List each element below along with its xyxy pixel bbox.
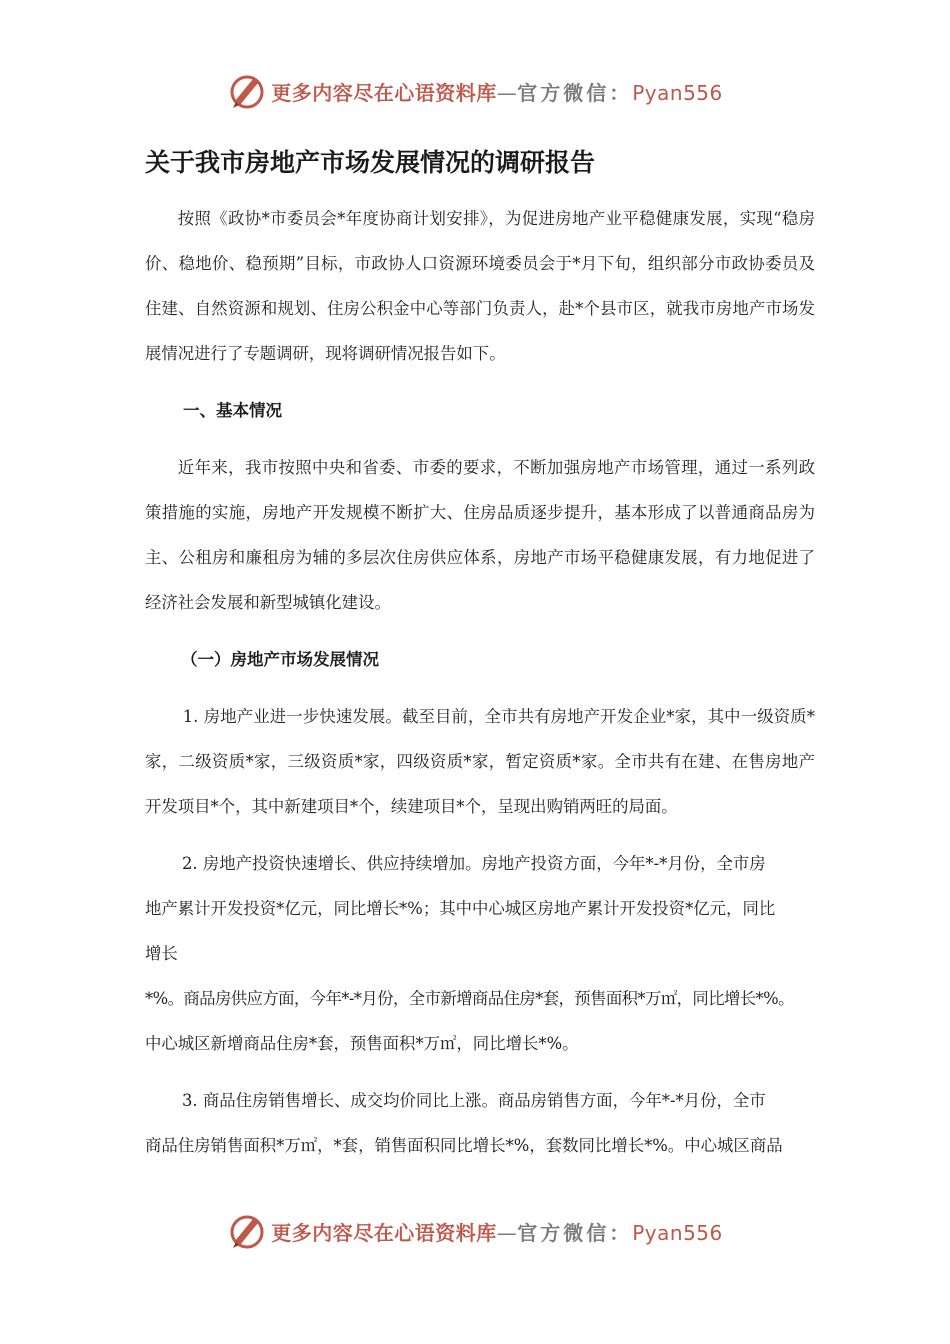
document-title: 关于我市房地产市场发展情况的调研报告 — [145, 148, 596, 177]
item-2-line: 增长 — [145, 944, 178, 963]
item-2-line: *%。商品房供应方面，今年*-*月份，全市新增商品住房*套，预售面积*万㎡，同比增长*%。 — [145, 989, 794, 1008]
item-1-paragraph: 1. 房地产业进一步快速发展。截至目前，全市共有房地产开发企业*家，其中一级资质*家，二级资质*家，三级资质*家，四级资质*家，暂定资质*家。全市共有在建、在售房地产开发项目*个，其中新建项目*个，续建项目*个，呈现出购销两旺的局面。 — [145, 707, 815, 816]
item-2-line: 中心城区新增商品住房*套，预售面积*万㎡，同比增长*%。 — [145, 1034, 579, 1053]
item-3-line: 商品住房销售面积*万㎡，*套，销售面积同比增长*%，套数同比增长*%。中心城区商品 — [145, 1136, 783, 1155]
pen-seal-logo-icon — [227, 71, 267, 111]
header-watermark — [0, 68, 950, 114]
watermark-cn: 更多内容尽在心语资料库 — [271, 80, 497, 105]
item-2-line: 地产累计开发投资*亿元，同比增长*%；其中中心城区房地产累计开发投资*亿元，同比 — [145, 899, 776, 918]
watermark-label: 官方微信： — [517, 80, 633, 105]
watermark-wechat-id: Pyan556 — [632, 1220, 723, 1245]
subsection-heading-market: （一）房地产市场发展情况 — [181, 650, 379, 669]
item-2-line: 2. 房地产投资快速增长、供应持续增加。房地产投资方面，今年*-*月份，全市房 — [182, 854, 766, 873]
watermark-label: 官方微信： — [517, 1220, 633, 1245]
section-heading-basic: 一、基本情况 — [183, 401, 282, 420]
watermark-text — [271, 1217, 723, 1246]
document-body — [145, 196, 815, 1180]
watermark-text — [271, 77, 723, 106]
item-3-line: 3. 商品住房销售增长、成交均价同比上涨。商品房销售方面，今年*-*月份，全市 — [182, 1091, 766, 1110]
section1-paragraph: 近年来，我市按照中央和省委、市委的要求，不断加强房地产市场管理，通过一系列政策措施的实施，房地产开发规模不断扩大、住房品质逐步提升，基本形成了以普通商品房为主、公租房和廉租房为辅的多层次住房供应体系，房地产市场平稳健康发展，有力地促进了经济社会发展和新型城镇化建设。 — [145, 458, 815, 612]
watermark-cn: 更多内容尽在心语资料库 — [271, 1220, 497, 1245]
watermark-wechat-id: Pyan556 — [632, 80, 723, 105]
item-3-paragraph — [145, 1078, 815, 1168]
footer-watermark — [0, 1208, 950, 1254]
intro-paragraph: 按照《政协*市委员会*年度协商计划安排》，为促进房地产业平稳健康发展，实现“稳房价、稳地价、稳预期”目标，市政协人口资源环境委员会于*月下旬，组织部分市政协委员及住建、自然资源和规划、住房公积金中心等部门负责人，赴*个县市区，就我市房地产市场发展情况进行了专题调研，现将调研情况报告如下。 — [145, 209, 815, 363]
watermark-dash: — — [496, 1220, 518, 1245]
item-2-paragraph — [145, 841, 815, 1066]
pen-seal-logo-icon — [227, 1211, 267, 1251]
watermark-dash: — — [496, 80, 518, 105]
